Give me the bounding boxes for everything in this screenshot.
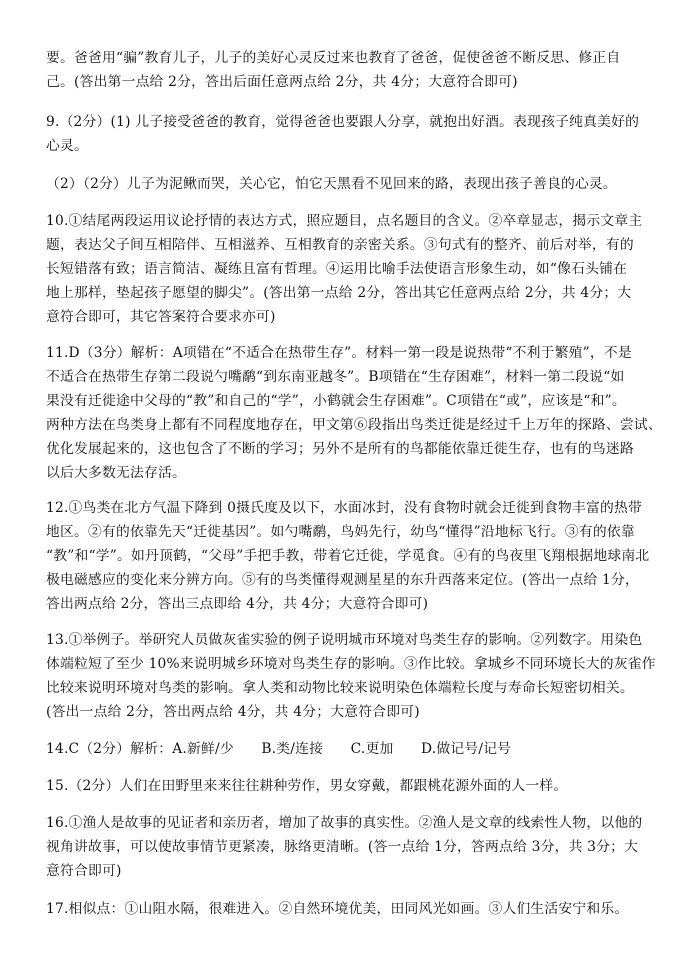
text-line: 10.①结尾两段运用议论抒情的表达方式，照应题目，点名题目的含义。②卒章显志，揭示文章主 bbox=[46, 213, 643, 229]
answer-14 bbox=[46, 737, 646, 761]
text-line: 果没有迁徙途中父母的“教”和自己的“学”，小鹤就会生存困难”。C项错在“或”，应该是“和”。 bbox=[46, 393, 626, 409]
text-line: 比较来说明环境对鸟类的影响。拿人类和动物比较来说明染色体端粒长度与寿命长短密切相关。 bbox=[46, 680, 634, 696]
text-line: 答出两点给 2分，答出三点即给 4分，共 4分；大意符合即可) bbox=[46, 596, 429, 612]
answer-10 bbox=[46, 209, 646, 329]
answer-11 bbox=[46, 341, 662, 485]
text-line: 极电磁感应的变化来分辨方向。⑤有的鸟类懂得观测星星的东升西落来定位。(答出一点给 1分， bbox=[46, 572, 640, 588]
text-line: 11.D（3分）解析：A项错在“不适合在热带生存”。材料一第一段是说热带“不利于繁殖”，不是 bbox=[46, 345, 632, 361]
text-line: 意符合即可) bbox=[46, 863, 122, 879]
answer-9-part-1 bbox=[46, 110, 646, 158]
text-line: 题，表达父子间互相陪伴、互相滋养、互相教育的亲密关系。③句式有的整齐、前后对举，有的 bbox=[46, 237, 634, 253]
text-line: 14.C（2分）解析：A.新鲜/少 B.类/连接 C.更加 D.做记号/记号 bbox=[46, 741, 512, 757]
text-line: 体端粒短了至少 10%来说明城乡环境对鸟类生存的影响。③作比较。拿城乡不同环境长大的灰雀作 bbox=[46, 656, 656, 672]
text-line: 13.①举例子。举研究人员做灰雀实验的例子说明城市环境对鸟类生存的影响。②列数字。用染色 bbox=[46, 632, 643, 648]
text-line: 两种方法在鸟类身上都有不同程度地存在，甲文第⑥段指出鸟类迁徙是经过千上万年的探路、尝试、 bbox=[46, 417, 662, 433]
text-line: 15.（2分）人们在田野里来来往往耕种劳作，男女穿戴，都跟桃花源外面的人一样。 bbox=[46, 778, 568, 794]
text-line: 要。爸爸用“骗”教育儿子，儿子的美好心灵反过来也教育了爸爸，促使爸爸不断反思、修正自 bbox=[46, 50, 621, 66]
text-line: 16.①渔人是故事的见证者和亲历者，增加了故事的真实性。②渔人是文章的线索性人物，以他的 bbox=[46, 815, 643, 831]
text-line: 12.①鸟类在北方气温下降到 0摄氏度及以下，水面冰封，没有食物时就会迁徙到食物丰富的热带 bbox=[46, 500, 642, 516]
text-line: 优化发展起来的，这也包含了不断的学习；另外不是所有的鸟都能依靠迁徙生存，也有的鸟迷路 bbox=[46, 441, 634, 457]
text-line: 地区。②有的依靠先天“迁徙基因”。如勺嘴鹬，鸟妈先行，幼鸟“懂得”沿地标飞行。③有的依靠 bbox=[46, 524, 635, 540]
answer-13 bbox=[46, 628, 656, 724]
answer-15 bbox=[46, 774, 646, 798]
text-line: “教”和“学”。如丹顶鹤，“父母”手把手教，带着它迁徙，学觅食。④有的鸟夜里飞翔根据地球南北 bbox=[46, 548, 650, 564]
text-line: 意符合即可，其它答案符合要求亦可) bbox=[46, 309, 276, 325]
text-line: 长短错落有致；语言简洁、凝练且富有哲理。④运用比喻手法使语言形象生动，如“像石头铺在 bbox=[46, 261, 628, 277]
text-line: 地上那样，垫起孩子愿望的脚尖”。(答出第一点给 2分，答出其它任意两点给 2分，共 4分；大 bbox=[46, 285, 632, 301]
text-line: （2）（2分）儿子为泥鳅而哭，关心它，怕它天黑看不见回来的路，表现出孩子善良的心灵。 bbox=[46, 176, 617, 192]
text-line: 心灵。 bbox=[46, 138, 88, 154]
answer-16 bbox=[46, 811, 646, 883]
answer-17 bbox=[46, 897, 646, 921]
text-line: 以后大多数无法存活。 bbox=[46, 465, 186, 481]
answer-continuation bbox=[46, 46, 646, 94]
answer-12 bbox=[46, 496, 650, 616]
text-line: (答出一点给 2分，答出两点给 4分，共 4分；大意符合即可) bbox=[46, 704, 420, 720]
text-line: 不适合在热带生存第二段说勺嘴鹬“到东南亚越冬”。B项错在“生存困难”，材料一第二段说“如 bbox=[46, 369, 625, 385]
text-line: 17.相似点：①山阻水隔，很难进入。②自然环境优美，田同风光如画。③人们生活安宁和乐。 bbox=[46, 901, 629, 917]
text-line: 9.（2分）(1) 儿子接受爸爸的教育，觉得爸爸也要跟人分享，就抱出好酒。表现孩子纯真美好的 bbox=[46, 114, 640, 130]
answer-9-part-2 bbox=[46, 172, 646, 196]
text-line: 己。(答出第一点给 2分，答出后面任意两点给 2分，共 4分；大意符合即可) bbox=[46, 74, 518, 90]
text-line: 视角讲故事，可以使故事情节更紧凑，脉络更清晰。(答一点给 1分，答两点给 3分，共 3分；大 bbox=[46, 839, 639, 855]
